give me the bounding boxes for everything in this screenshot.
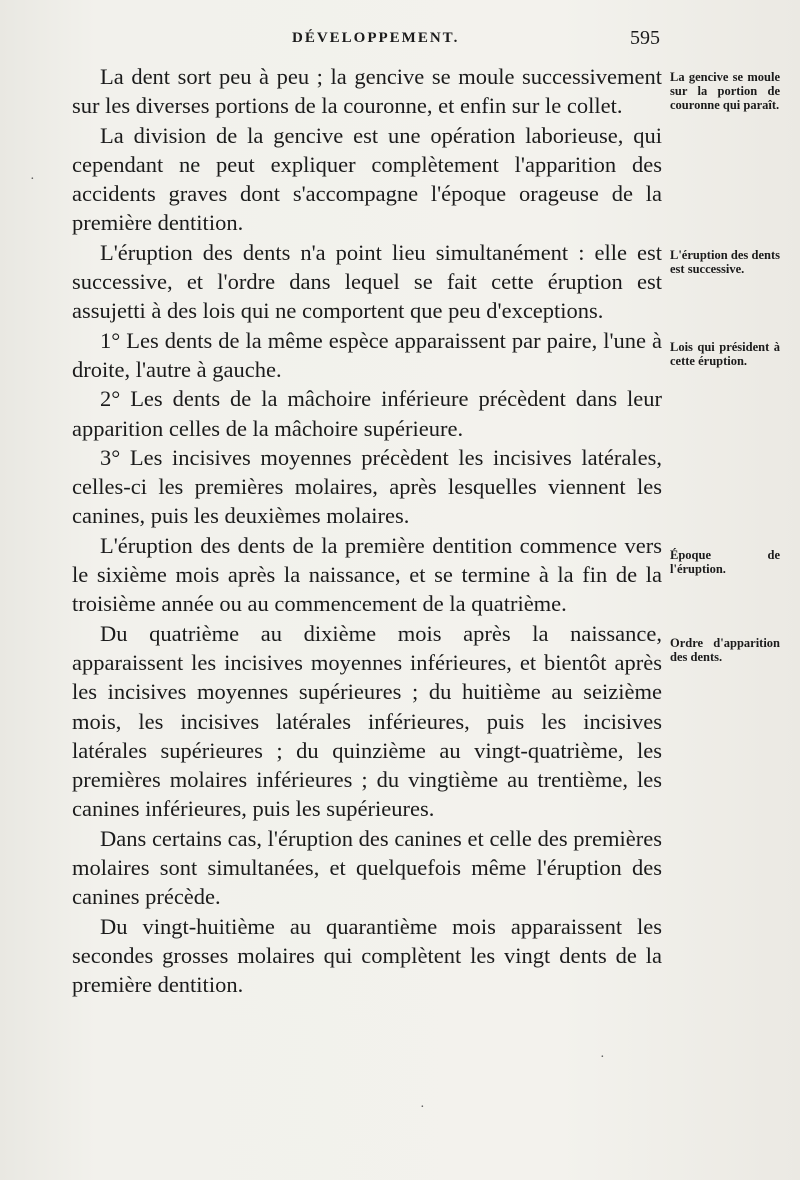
margin-note: L'éruption des dents est successive. [670,248,780,276]
page-number: 595 [630,27,660,49]
margin-note: Époque de l'éruption. [670,548,780,576]
paragraph: Du quatrième au dixième mois après la naissance, apparaissent les incisives moyennes inférieures, et bientôt après les incisives moyennes supérieures ; du huitième au seizième mois, les incisives latérales inférieures, puis les incisives latérales supérieures ; du quinzième au vingt-quatrième, les premières molaires inférieures ; du vingtième au trentième, les canines inférieures, puis les supérieures. [72,620,662,822]
stray-mark: · [420,1100,425,1115]
stray-mark: · [600,1050,605,1065]
page-header [70,27,660,56]
margin-note: Ordre d'apparition des dents. [670,636,780,664]
margin-note: La gencive se moule sur la portion de couronne qui paraît. [670,70,780,112]
paragraph: L'éruption des dents n'a point lieu simultanément : elle est successive, et l'ordre dans lequel se fait cette éruption est assujetti à des lois qui ne comportent que peu d'exceptions. [72,239,662,324]
paragraph: La dent sort peu à peu ; la gencive se moule successivement sur les diverses portions de la couronne, et enfin sur le collet. [72,64,662,119]
stray-mark: · [30,172,35,187]
margin-note: Lois qui président à cette éruption. [670,340,780,368]
paragraph: La division de la gencive est une opération laborieuse, qui cependant ne peut expliquer complètement l'apparition des accidents graves dont s'accompagne l'époque orageuse de la première dentition. [72,122,662,236]
paragraph: 1° Les dents de la même espèce apparaissent par paire, l'une à droite, l'autre à gauche. [72,327,662,382]
paragraph: 2° Les dents de la mâchoire inférieure précèdent dans leur apparition celles de la mâchoire supérieure. [72,386,662,441]
paragraph: 3° Les incisives moyennes précèdent les incisives latérales, celles-ci les premières molaires, après lesquelles viennent les canines, puis les deuxièmes molaires. [72,444,662,529]
paragraph: Dans certains cas, l'éruption des canines et celle des premières molaires sont simultanées, et quelquefois même l'éruption des canines précède. [72,825,662,910]
main-text [72,62,662,1000]
paragraph: L'éruption des dents de la première dentition commence vers le sixième mois après la naissance, et se termine à la fin de la troisième année ou au commencement de la quatrième. [72,532,662,617]
paragraph: Du vingt-huitième au quarantième mois apparaissent les secondes grosses molaires qui complètent les vingt dents de la première dentition. [72,913,662,998]
running-head: DÉVELOPPEMENT. [292,30,460,46]
